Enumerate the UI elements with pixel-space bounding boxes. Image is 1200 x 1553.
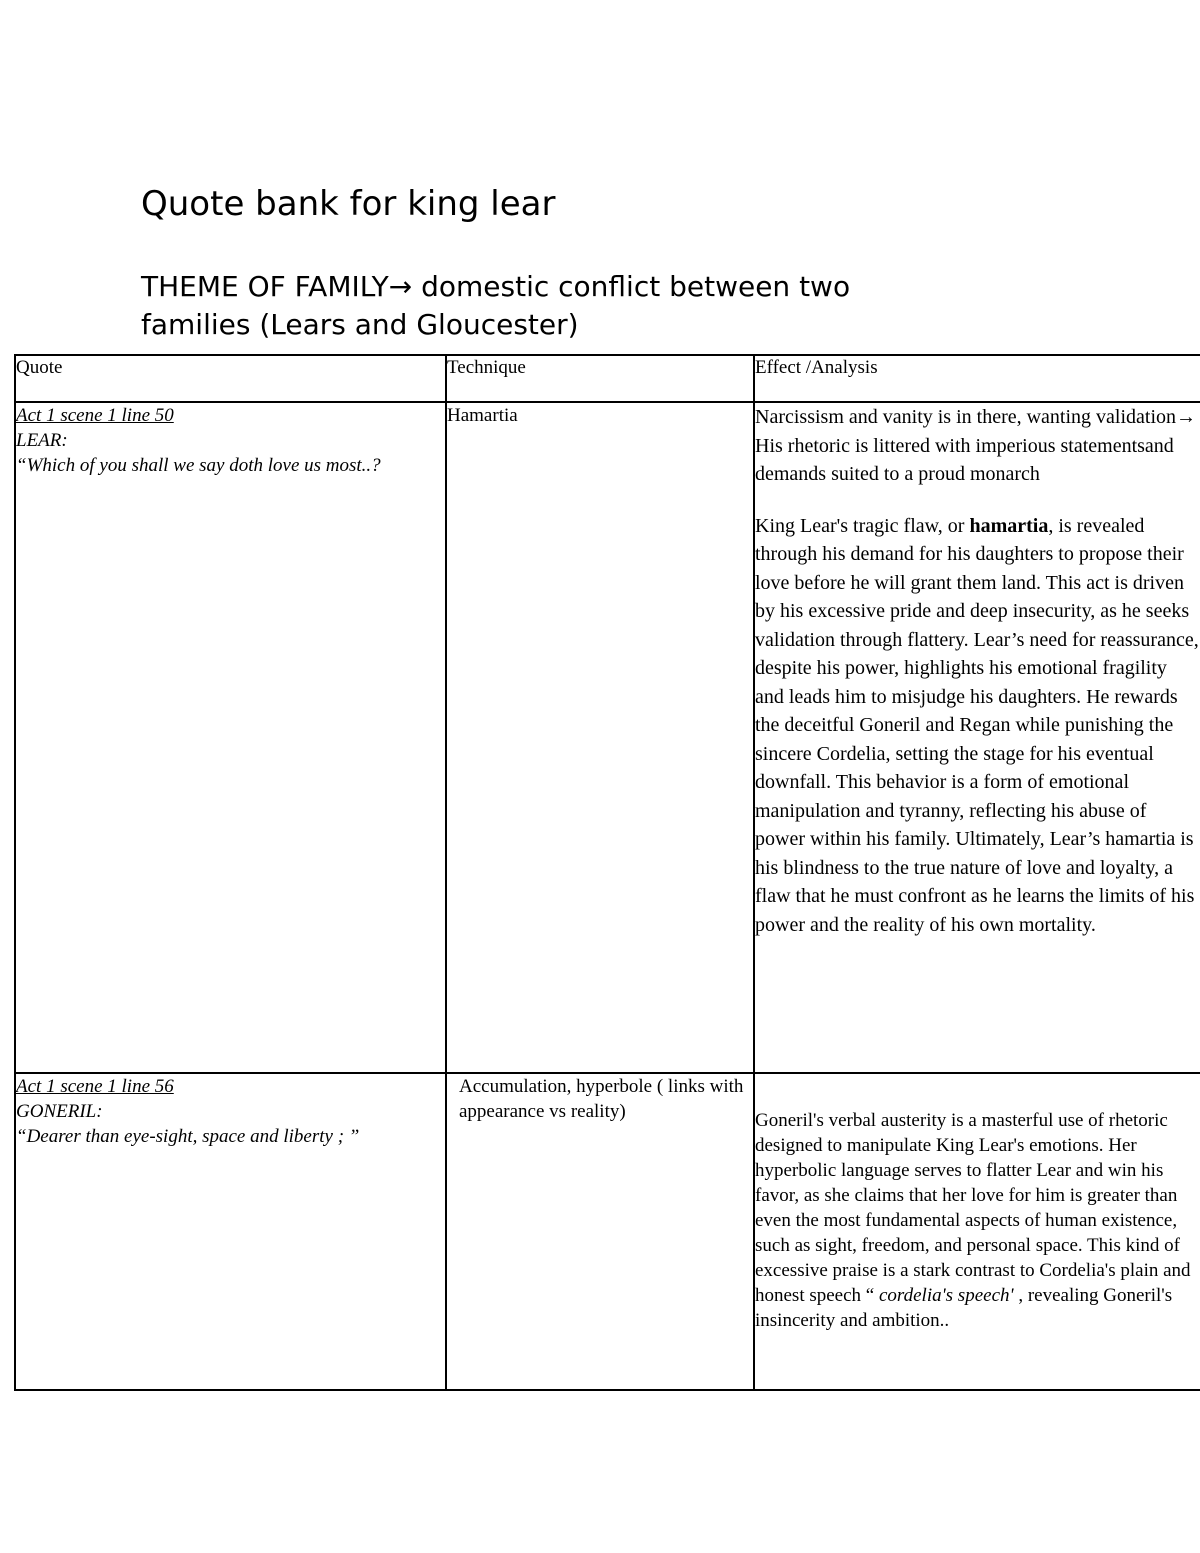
theme-heading <box>141 268 1041 344</box>
table-row <box>15 1073 1200 1390</box>
document-title: Quote bank for king lear <box>141 184 556 224</box>
effect-italic-phrase: cordelia's speech' <box>878 1285 1014 1306</box>
header-effect-analysis: Effect /Analysis <box>754 355 1200 402</box>
quote-table <box>14 354 1200 1391</box>
effect-cell <box>754 402 1200 1073</box>
effect-paragraph <box>755 512 1200 940</box>
header-technique: Technique <box>446 355 754 402</box>
quote-speaker: LEAR: <box>16 430 68 451</box>
table-header-row <box>15 355 1200 402</box>
theme-heading-line-2: families (Lears and Gloucester) <box>141 308 579 341</box>
quote-reference: Act 1 scene 1 line 56 <box>16 1076 174 1097</box>
effect-text: , revealing Goneril's insincerity and ambition.. <box>755 1285 1173 1331</box>
effect-text: , is revealed through his demand for his daughters to propose their love before he will grant them land. This act is driven by his excessive pride and deep insecurity, as he seeks validation through flattery. Lear’s need for reassurance, despite his power, highlights his emotional fragility and leads him to misjudge his daughters. He rewards the deceitful Goneril and Regan while punishing the sincere Cordelia, setting the stage for his eventual downfall. This behavior is a form of emotional manipulation and tyranny, reflecting his abuse of power within his family. Ultimately, Lear’s hamartia is his blindness to the true nature of love and loyalty, a flaw that he must confront as he learns the limits of his power and the reality of his own mortality. <box>755 514 1199 936</box>
quote-speaker: GONERIL: <box>16 1101 103 1122</box>
quote-cell <box>15 402 446 1073</box>
table-row <box>15 402 1200 1073</box>
technique-cell: Accumulation, hyperbole ( links with appearance vs reality) <box>446 1073 754 1390</box>
effect-cell <box>754 1073 1200 1390</box>
quote-text: “Which of you shall we say doth love us most..? <box>16 455 381 476</box>
theme-heading-line-1: THEME OF FAMILY→ domestic conflict between two <box>141 270 851 303</box>
effect-bold-term: hamartia <box>969 514 1049 537</box>
effect-text: King Lear's tragic flaw, or <box>755 514 970 537</box>
header-quote: Quote <box>15 355 446 402</box>
quote-reference: Act 1 scene 1 line 50 <box>16 405 174 426</box>
effect-paragraph <box>755 1108 1200 1333</box>
effect-text: Goneril's verbal austerity is a masterful use of rhetoric designed to manipulate King Lear's emotions. Her hyperbolic language serves to flatter Lear and win his favor, as she claims that her love for him is greater than even the most fundamental aspects of human existence, such as sight, freedom, and personal space. This kind of excessive praise is a stark contrast to Cordelia's plain and honest speech “ <box>755 1110 1191 1306</box>
quote-cell <box>15 1073 446 1390</box>
effect-paragraph: Narcissism and vanity is in there, wanting validation→ His rhetoric is littered with imperious statementsand demands suited to a proud monarch <box>755 406 1197 485</box>
quote-text: “Dearer than eye-sight, space and liberty ; ” <box>16 1126 360 1147</box>
technique-cell: Hamartia <box>446 402 754 1073</box>
